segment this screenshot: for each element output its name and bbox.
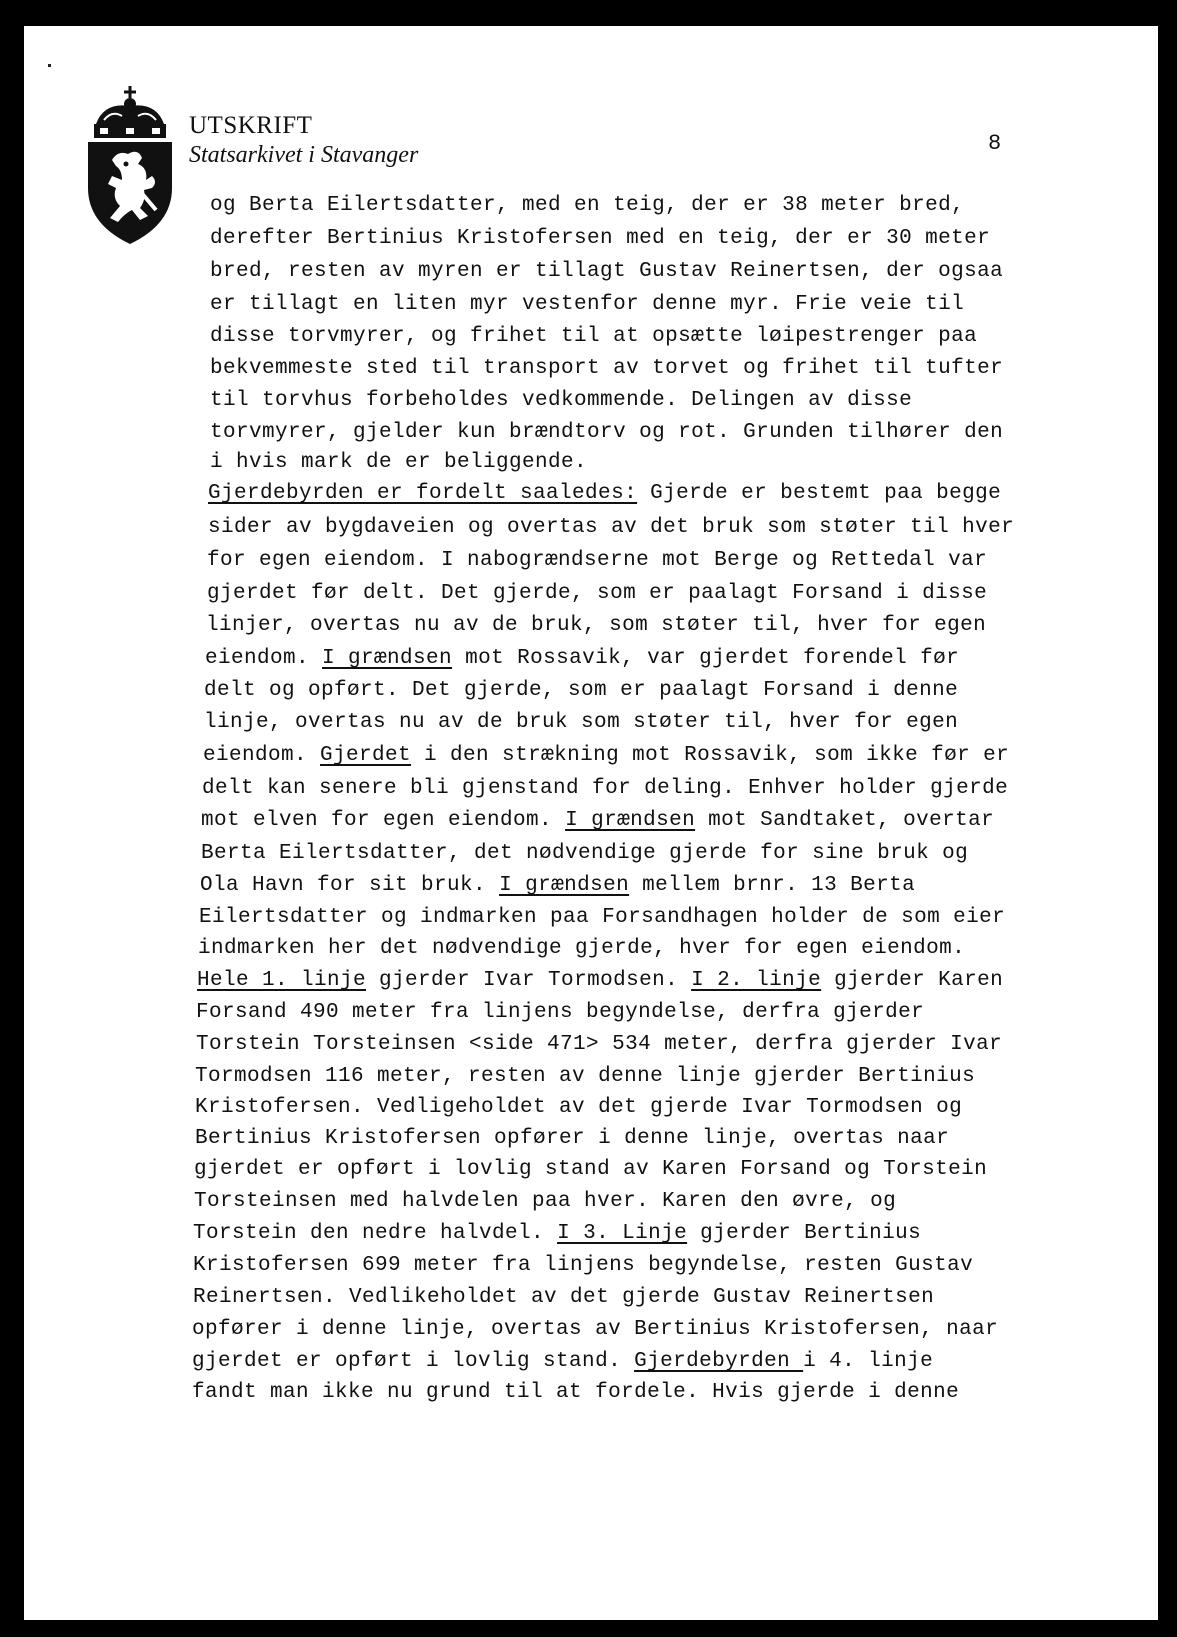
text-line	[192, 1381, 959, 1404]
underlined-heading: I grændsen	[565, 809, 696, 832]
text-line	[202, 777, 1008, 800]
text-segment: i 4. linje	[803, 1350, 934, 1373]
text-line	[204, 679, 958, 702]
text-segment: disse torvmyrer, og frihet til at opsætte løipestrenger paa	[210, 325, 978, 348]
text-line	[207, 582, 987, 605]
text-segment: bred, resten av myren er tillagt Gustav Reinertsen, der ogsaa	[210, 260, 1004, 283]
text-line	[193, 1286, 934, 1309]
norwegian-coat-of-arms-icon	[82, 84, 178, 248]
text-line	[194, 1190, 896, 1213]
text-line	[201, 842, 968, 865]
text-line	[192, 1318, 998, 1341]
text-line	[196, 1001, 924, 1024]
text-line	[195, 1096, 962, 1119]
text-segment: mot Rossavik, var gjerdet forendel før	[452, 647, 960, 670]
page-number: 8	[988, 131, 1002, 156]
text-segment: opfører i denne linje, overtas av Bertinius Kristofersen, naar	[192, 1318, 999, 1341]
underlined-heading: Gjerdebyrden	[634, 1350, 804, 1373]
underlined-heading: Hele 1. linje	[197, 969, 367, 992]
text-segment: Torstein Torsteinsen <side 471> 534 meter, derfra gjerder Ivar	[196, 1033, 1003, 1056]
text-segment: mellem brnr. 13 Berta	[629, 874, 916, 897]
text-segment: delt og opført. Det gjerde, som er paalagt Forsand i denne	[204, 679, 959, 702]
text-segment: eiendom.	[203, 744, 321, 767]
text-segment: Bertinius Kristofersen opfører i denne linje, overtas naar	[195, 1127, 950, 1150]
text-segment: til torvhus forbeholdes vedkommende. Delingen av disse	[210, 389, 913, 412]
text-segment: i hvis mark de er beliggende.	[210, 451, 588, 474]
text-segment: Berta Eilertsdatter, det nødvendige gjerde for sine bruk og	[201, 842, 969, 865]
text-segment: Kristofersen 699 meter fra linjens begyndelse, resten Gustav	[193, 1254, 974, 1277]
text-segment: er tillagt en liten myr vestenfor denne myr. Frie veie til	[210, 293, 965, 316]
text-segment: for egen eiendom. I nabogrændserne mot Berge og Rettedal var	[207, 549, 988, 572]
text-line	[193, 1222, 921, 1245]
text-segment: mot Sandtaket, overtar	[695, 809, 995, 832]
header-title: UTSKRIFT	[189, 112, 313, 139]
text-line	[198, 937, 965, 960]
underlined-heading: I 3. Linje	[557, 1222, 688, 1245]
text-segment: indmarken her det nødvendige gjerde, hver for egen eiendom.	[198, 937, 966, 960]
archive-name: Statsarkivet i Stavanger	[189, 142, 419, 168]
text-segment: Kristofersen. Vedligeholdet av det gjerde Ivar Tormodsen og	[195, 1096, 963, 1119]
text-line	[195, 1065, 975, 1088]
text-segment: Tormodsen 116 meter, resten av denne linje gjerder Bertinius	[195, 1065, 976, 1088]
text-line	[200, 874, 915, 897]
underlined-heading: I grændsen	[499, 874, 630, 897]
text-line	[196, 1033, 1002, 1056]
text-line	[197, 969, 1003, 992]
text-segment: linje, overtas nu av de bruk som støter til, hver for egen	[204, 711, 959, 734]
text-line	[194, 1158, 987, 1181]
text-segment: sider av bygdaveien og overtas av det bruk som støter til hver	[208, 516, 1015, 539]
text-segment: Torstein den nedre halvdel.	[193, 1222, 558, 1245]
text-segment: mot elven for egen eiendom.	[201, 809, 566, 832]
text-segment: bekvemmeste sted til transport av torvet og frihet til tufter	[210, 357, 1004, 380]
underlined-heading: I 2. linje	[691, 969, 822, 992]
text-line	[210, 357, 1003, 380]
text-line	[205, 647, 959, 670]
text-segment: fandt man ikke nu grund til at fordele. Hvis gjerde i denne	[192, 1381, 960, 1404]
text-line	[210, 227, 990, 250]
text-segment: gjerdet er opført i lovlig stand.	[192, 1350, 635, 1373]
underlined-heading: I grændsen	[322, 647, 453, 670]
text-segment: Torsteinsen med halvdelen paa hver. Karen den øvre, og	[194, 1190, 897, 1213]
text-line	[201, 809, 994, 832]
text-line	[210, 451, 587, 474]
text-segment: i den strækning mot Rossavik, som ikke før er	[411, 744, 1010, 767]
underlined-heading: Gjerdebyrden er fordelt saaledes:	[208, 482, 638, 505]
text-segment: Forsand 490 meter fra linjens begyndelse, derfra gjerder	[196, 1001, 925, 1024]
text-line	[207, 549, 987, 572]
text-segment: torvmyrer, gjelder kun brændtorv og rot. Grunden tilhører den	[210, 421, 1004, 444]
text-line	[193, 1254, 973, 1277]
text-segment: gjerdet før delt. Det gjerde, som er paalagt Forsand i disse	[207, 582, 988, 605]
text-segment: gjerder Bertinius	[687, 1222, 922, 1245]
text-line	[192, 1350, 933, 1373]
text-line	[210, 293, 964, 316]
text-segment: gjerder Ivar Tormodsen.	[366, 969, 692, 992]
text-line	[204, 711, 958, 734]
text-line	[210, 421, 1003, 444]
text-segment: eiendom.	[205, 647, 323, 670]
text-line	[206, 614, 986, 637]
text-segment: gjerder Karen	[821, 969, 1004, 992]
text-line	[208, 482, 1001, 505]
scan-speck	[48, 64, 51, 67]
text-line	[195, 1127, 949, 1150]
text-segment: linjer, overtas nu av de bruk, som støter til, hver for egen	[206, 614, 987, 637]
text-line	[208, 516, 1014, 539]
text-line	[210, 325, 977, 348]
text-segment: Ola Havn for sit bruk.	[200, 874, 500, 897]
text-line	[210, 260, 1003, 283]
text-segment: Gjerde er bestemt paa begge	[637, 482, 1002, 505]
text-segment: derefter Bertinius Kristofersen med en teig, der er 30 meter	[210, 227, 991, 250]
text-segment: gjerdet er opført i lovlig stand av Karen Forsand og Torstein	[194, 1158, 988, 1181]
text-line	[210, 389, 912, 412]
text-line	[199, 906, 1005, 929]
text-segment: og Berta Eilertsdatter, med en teig, der er 38 meter bred,	[210, 194, 965, 217]
text-line	[203, 744, 1009, 767]
text-segment: Reinertsen. Vedlikeholdet av det gjerde Gustav Reinertsen	[193, 1286, 935, 1309]
text-line	[210, 194, 964, 217]
text-segment: Eilertsdatter og indmarken paa Forsandhagen holder de som eier	[199, 906, 1006, 929]
text-segment: delt kan senere bli gjenstand for deling. Enhver holder gjerde	[202, 777, 1009, 800]
underlined-heading: Gjerdet	[320, 744, 412, 767]
